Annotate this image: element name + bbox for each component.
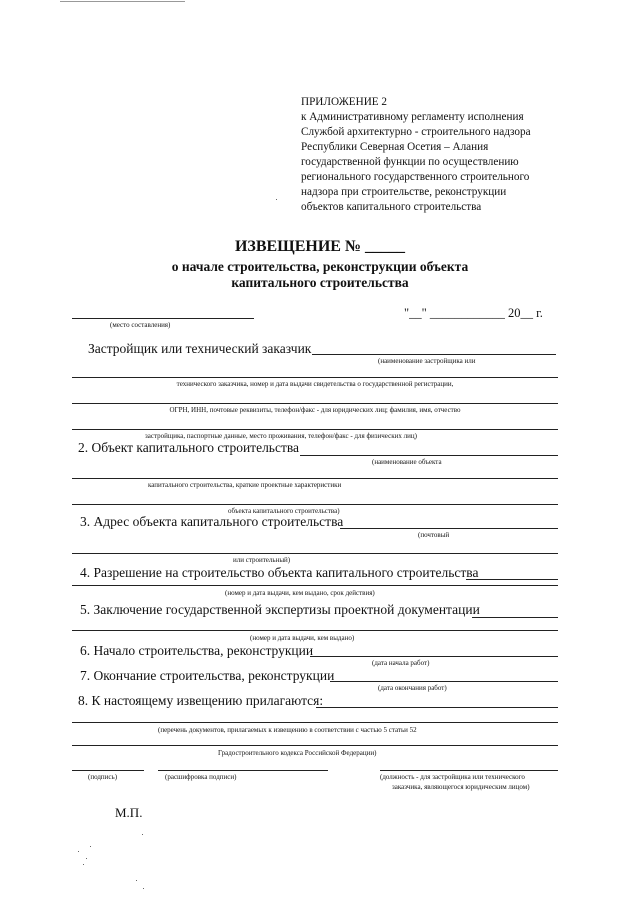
position-hint: (должность - для застройщика или технического: [380, 773, 525, 781]
address-hint: или строительный): [233, 556, 291, 564]
signature-decode-hint: (расшифровка подписи): [165, 773, 237, 781]
start-hint: (дата начала работ): [372, 659, 430, 667]
developer-line: [72, 403, 558, 404]
object-line: [72, 478, 558, 479]
address-line: [72, 553, 558, 554]
expertise-line: [72, 630, 558, 631]
scan-speck: [83, 864, 84, 865]
expertise-line: [472, 617, 558, 618]
scan-speck: [276, 199, 277, 200]
scan-speck: [142, 834, 143, 835]
scan-speck: [90, 846, 91, 847]
appendix-line: объектов капитального строительства: [301, 201, 482, 213]
appendix-line: государственной функции по осуществлению: [301, 156, 519, 168]
scan-speck: [136, 880, 137, 881]
end-label: 7. Окончание строительства, реконструкции: [80, 668, 335, 683]
developer-line: [72, 429, 558, 430]
attachments-hint: Градостроительного кодекса Российской Федерации): [218, 749, 377, 757]
object-line: [300, 455, 558, 456]
position-hint: заказчика, являющегося юридическим лицом): [392, 783, 530, 791]
object-label: 2. Объект капитального строительства: [78, 440, 300, 455]
appendix-block: [301, 95, 531, 215]
developer-hint: ОГРН, ИНН, почтовые реквизиты, телефон/факс - для юридических лиц; фамилия, имя, отчество: [169, 406, 461, 414]
place-line: [72, 318, 254, 319]
permit-line: [72, 585, 558, 586]
developer-label: Застройщик или технический заказчик: [88, 341, 312, 356]
end-line: [330, 681, 558, 682]
expertise-label: 5. Заключение государственной экспертизы проектной документации: [80, 602, 480, 617]
end-hint: (дата окончания работ): [378, 684, 447, 692]
address-line: [340, 528, 558, 529]
developer-line: [72, 377, 558, 378]
date-field: "__" ____________ 20__ г.: [404, 306, 543, 320]
signature-decode-line: [158, 770, 328, 771]
signature-line: [72, 770, 144, 771]
address-label: 3. Адрес объекта капитального строительства: [80, 514, 344, 529]
start-label: 6. Начало строительства, реконструкции: [80, 643, 314, 658]
seal-label: М.П.: [115, 805, 143, 820]
address-hint: (почтовый: [418, 531, 450, 539]
appendix-line: Службой архитектурно - строительного надзора: [301, 126, 531, 138]
object-hint: (наименование объекта: [372, 458, 442, 466]
object-hint: капитального строительства, краткие проектные характеристики: [148, 481, 342, 489]
attachments-line: [316, 707, 558, 708]
developer-hint: (наименование застройщика или: [378, 357, 476, 365]
expertise-hint: (номер и дата выдачи, кем выдано): [250, 634, 355, 642]
signature-hint: (подпись): [88, 773, 118, 781]
object-hint: объекта капитального строительства): [228, 507, 340, 515]
place-hint: (место составления): [110, 321, 171, 329]
permit-hint: (номер и дата выдачи, кем выдано, срок действия): [225, 589, 375, 597]
attachments-line: [72, 745, 558, 746]
attachments-hint: (перечень документов, прилагаемых к извещению в соответствии с частью 5 статьи 52: [158, 726, 417, 734]
permit-line: [466, 579, 558, 580]
position-line: [380, 770, 558, 771]
scan-speck: [143, 888, 144, 889]
attachments-line: [72, 722, 558, 723]
appendix-line: регионального государственного строительного: [301, 171, 530, 183]
notice-subtitle: капитального строительства: [231, 275, 409, 290]
scan-top-line: [60, 1, 185, 2]
object-line: [72, 504, 558, 505]
developer-line: [312, 354, 556, 355]
notice-subtitle: о начале строительства, реконструкции объекта: [171, 259, 469, 274]
notice-heading: ИЗВЕЩЕНИЕ № _____: [234, 238, 406, 255]
attachments-label: 8. К настоящему извещению прилагаются:: [78, 693, 324, 708]
appendix-line: к Административному регламенту исполнения: [301, 111, 524, 123]
appendix-line: Республики Северная Осетия – Алания: [301, 141, 489, 153]
scan-speck: [78, 851, 79, 852]
developer-hint: застройщика, паспортные данные, место проживания, телефон/факс - для физических лиц): [145, 432, 417, 440]
permit-label: 4. Разрешение на строительство объекта капитального строительства: [80, 565, 479, 580]
scan-speck: [86, 858, 87, 859]
appendix-line: надзора при строительстве, реконструкции: [301, 186, 507, 198]
developer-hint: технического заказчика, номер и дата выдачи свидетельства о государственной регистрации,: [176, 380, 454, 388]
appendix-title: ПРИЛОЖЕНИЕ 2: [301, 96, 388, 108]
start-line: [310, 656, 558, 657]
